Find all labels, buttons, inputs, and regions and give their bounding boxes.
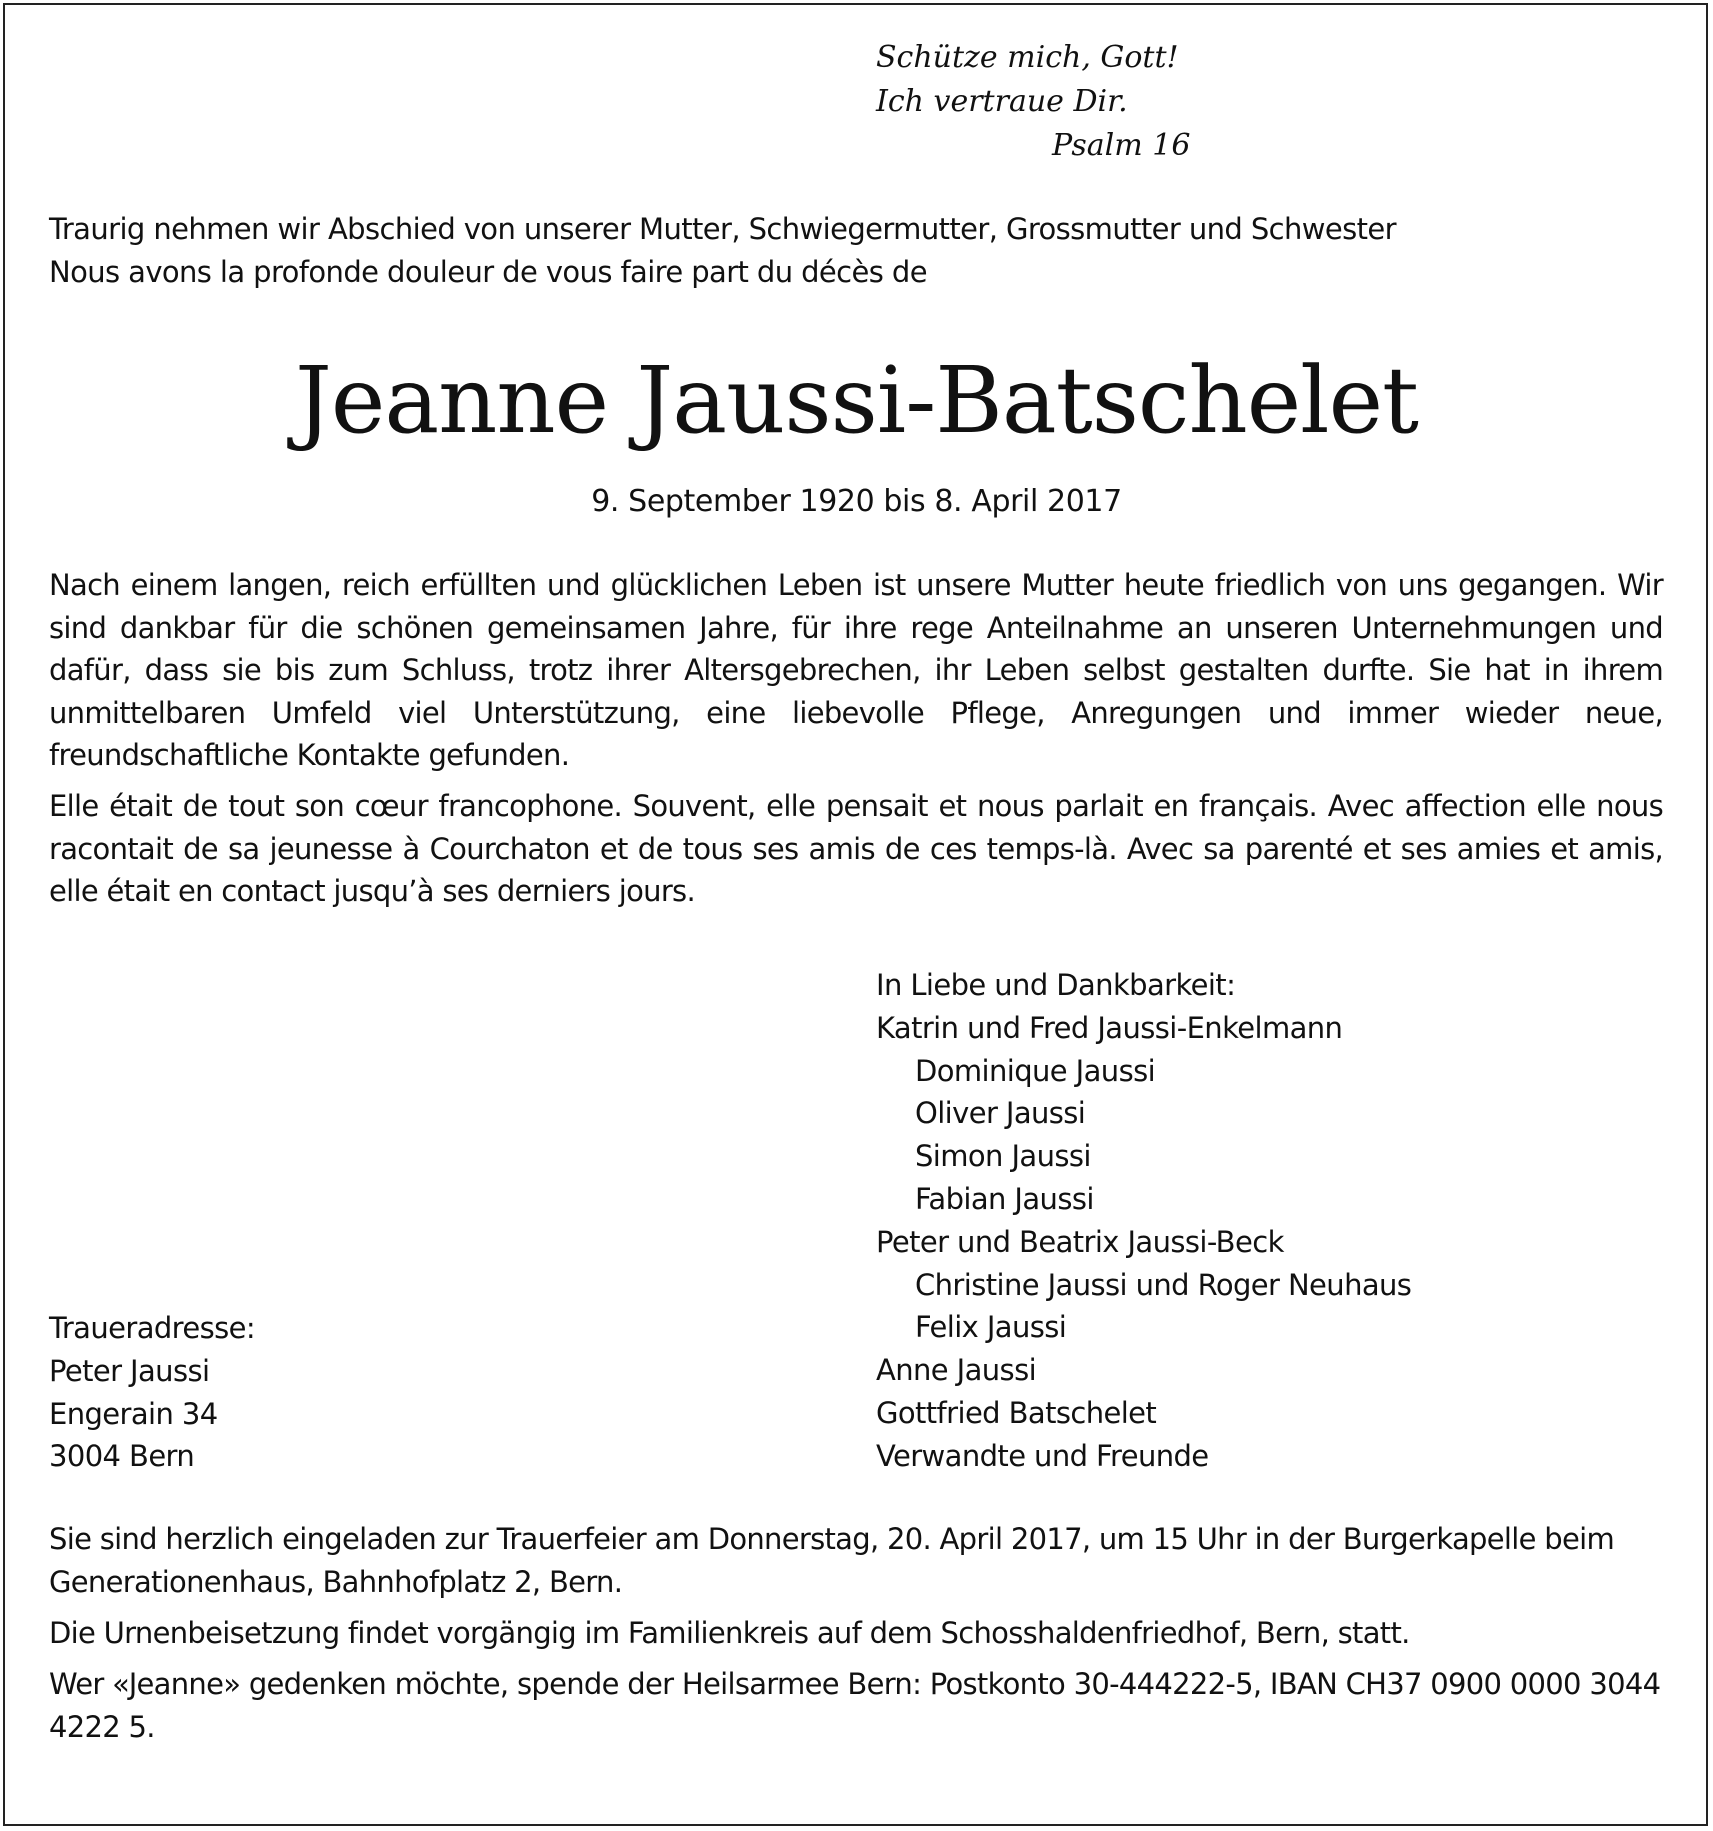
paragraph-french: Elle était de tout son cœur francophone. Souvent, elle pensait et nous parlait en français. Avec affection elle nous racontait de sa jeunesse à Courchaton et de tous ses amis de ces temps-là. Avec sa parenté et ses amies et amis, elle était en contact jusqu’à ses derniers jours.	[49, 788, 1663, 909]
mourner-name: Simon Jaussi	[915, 1139, 1091, 1174]
quote-line-2: Ich vertraue Dir.	[876, 84, 1128, 119]
mourner-name: Katrin und Fred Jaussi-Enkelmann	[876, 1010, 1343, 1045]
mourner-name: Oliver Jaussi	[915, 1096, 1086, 1131]
life-dates: 9. September 1920 bis 8. April 2017	[591, 484, 1122, 519]
mourner-name: Felix Jaussi	[915, 1310, 1067, 1345]
mourner-name: Peter und Beatrix Jaussi-Beck	[876, 1224, 1284, 1259]
mourner-name: Gottfried Batschelet	[876, 1395, 1157, 1430]
mourner-name: Fabian Jaussi	[915, 1181, 1094, 1216]
mourners-block	[876, 964, 1411, 1478]
signoff-heading: In Liebe und Dankbarkeit:	[876, 968, 1236, 1002]
mourner-name: Dominique Jaussi	[915, 1053, 1156, 1088]
address-name: Peter Jaussi	[49, 1353, 210, 1388]
mourning-address	[49, 1307, 255, 1478]
intro-german: Traurig nehmen wir Abschied von unserer Mutter, Schwiegermutter, Grossmutter und Schwester	[49, 212, 1396, 246]
deceased-name: Jeanne Jaussi-Batschelet	[295, 347, 1418, 454]
bible-quote	[876, 36, 1190, 168]
ceremony-info: Sie sind herzlich eingeladen zur Trauerfeier am Donnerstag, 20. April 2017, um 15 Uhr in der Burgerkapelle beim Generationenhaus, Bahnhofplatz 2, Bern.	[49, 1522, 1615, 1599]
mourner-list	[876, 1007, 1411, 1478]
intro-block	[49, 208, 1396, 294]
footer-notes	[49, 1518, 1663, 1757]
donation-info: Wer «Jeanne» gedenken möchte, spende der Heilsarmee Bern: Postkonto 30-444222-5, IBAN CH37 0900 0000 3044 4222 5.	[49, 1667, 1661, 1744]
intro-french: Nous avons la profonde douleur de vous faire part du décès de	[49, 255, 927, 289]
paragraph-german: Nach einem langen, reich erfüllten und glücklichen Leben ist unsere Mutter heute friedlich von uns gegangen. Wir sind dankbar für die schönen gemeinsamen Jahre, für ihre rege Anteilnahme an unseren Unternehmungen und dafür, dass sie bis zum Schluss, trotz ihrer Altersgebrechen, ihr Leben selbst gestalten durfte. Sie hat in ihrem unmittelbaren Umfeld viel Unterstützung, eine liebevolle Pflege, Anregungen und immer wieder neue, freundschaftliche Kontakte gefunden.	[49, 568, 1663, 773]
urn-info: Die Urnenbeisetzung findet vorgängig im Familienkreis auf dem Schosshaldenfriedhof, Bern, statt.	[49, 1616, 1410, 1650]
quote-line-1: Schütze mich, Gott!	[876, 40, 1179, 75]
mourner-name: Anne Jaussi	[876, 1353, 1037, 1388]
address-city: 3004 Bern	[49, 1439, 195, 1474]
mourner-name: Verwandte und Freunde	[876, 1438, 1209, 1473]
quote-source: Psalm 16	[1052, 128, 1191, 163]
mourner-name: Christine Jaussi und Roger Neuhaus	[915, 1267, 1412, 1302]
address-label: Traueradresse:	[49, 1311, 256, 1345]
address-street: Engerain 34	[49, 1396, 218, 1431]
obituary-body	[49, 564, 1663, 921]
